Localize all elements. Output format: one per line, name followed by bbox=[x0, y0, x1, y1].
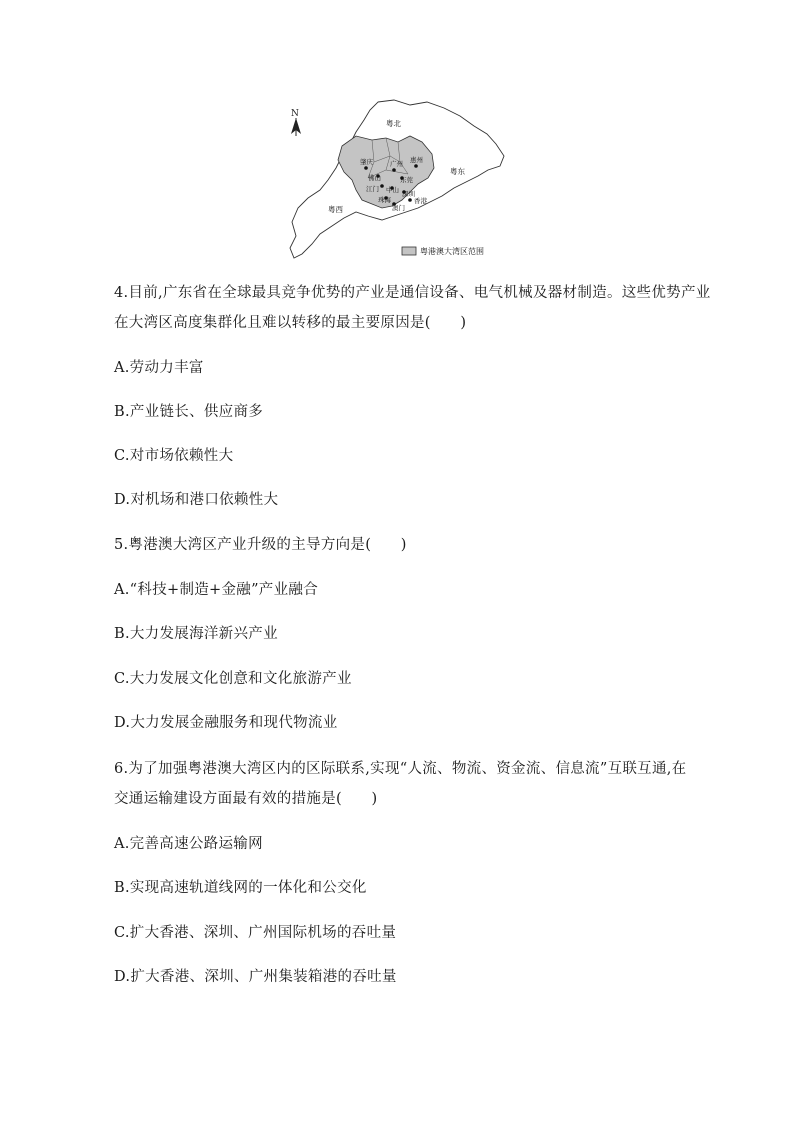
question-5-option-a: A.“科技+制造+金融”产业融合 bbox=[114, 582, 319, 598]
question-6-stem-line1: 6.为了加强粤港澳大湾区内的区际联系,实现“人流、物流、资金流、信息流”互联互通,在 bbox=[114, 761, 687, 777]
legend-swatch bbox=[402, 247, 416, 255]
question-6-option-c: C.扩大香港、深圳、广州国际机场的吞吐量 bbox=[114, 925, 397, 941]
question-4-option-b: B.产业链长、供应商多 bbox=[114, 404, 264, 420]
question-4-stem-line1: 4.目前,广东省在全球最具竞争优势的产业是通信设备、电气机械及器材制造。这些优势产业 bbox=[114, 285, 711, 301]
question-5-option-d: D.大力发展金融服务和现代物流业 bbox=[114, 715, 338, 731]
region-label-east: 粤东 bbox=[450, 167, 465, 176]
city-label: 深圳 bbox=[402, 190, 415, 198]
north-label: N bbox=[291, 109, 299, 119]
city-label: 香港 bbox=[414, 197, 427, 205]
region-label-north: 粤北 bbox=[386, 119, 401, 128]
city-label: 中山 bbox=[386, 186, 399, 194]
city-label: 东莞 bbox=[400, 176, 413, 184]
city-label: 珠海 bbox=[378, 196, 391, 204]
question-4-stem-line2: 在大湾区高度集群化且难以转移的最主要原因是( ) bbox=[114, 315, 467, 331]
question-6-stem-line2: 交通运输建设方面最有效的措施是( ) bbox=[114, 791, 378, 807]
legend-label: 粤港澳大湾区范围 bbox=[420, 247, 484, 256]
city-label: 澳门 bbox=[392, 204, 405, 212]
north-arrow-icon bbox=[291, 118, 301, 136]
question-6-option-b: B.实现高速轨道线网的一体化和公交化 bbox=[114, 880, 367, 896]
city-label: 肇庆 bbox=[360, 158, 373, 166]
question-6-option-a: A.完善高速公路运输网 bbox=[114, 836, 263, 852]
question-5-option-c: C.大力发展文化创意和文化旅游产业 bbox=[114, 671, 352, 687]
question-4-option-d: D.对机场和港口依赖性大 bbox=[114, 492, 279, 508]
question-4-option-c: C.对市场依赖性大 bbox=[114, 448, 234, 464]
question-4-option-a: A.劳动力丰富 bbox=[114, 360, 204, 376]
region-label-west: 粤西 bbox=[328, 205, 343, 214]
city-label: 惠州 bbox=[410, 156, 423, 164]
city-label: 江门 bbox=[366, 185, 379, 193]
city-label: 广州 bbox=[390, 160, 403, 168]
question-5-stem: 5.粤港澳大湾区产业升级的主导方向是( ) bbox=[114, 537, 407, 553]
map-figure bbox=[282, 96, 514, 262]
question-6-option-d: D.扩大香港、深圳、广州集装箱港的吞吐量 bbox=[114, 969, 397, 985]
question-5-option-b: B.大力发展海洋新兴产业 bbox=[114, 626, 278, 642]
guangdong-map bbox=[282, 96, 514, 262]
city-label: 佛山 bbox=[368, 174, 381, 182]
